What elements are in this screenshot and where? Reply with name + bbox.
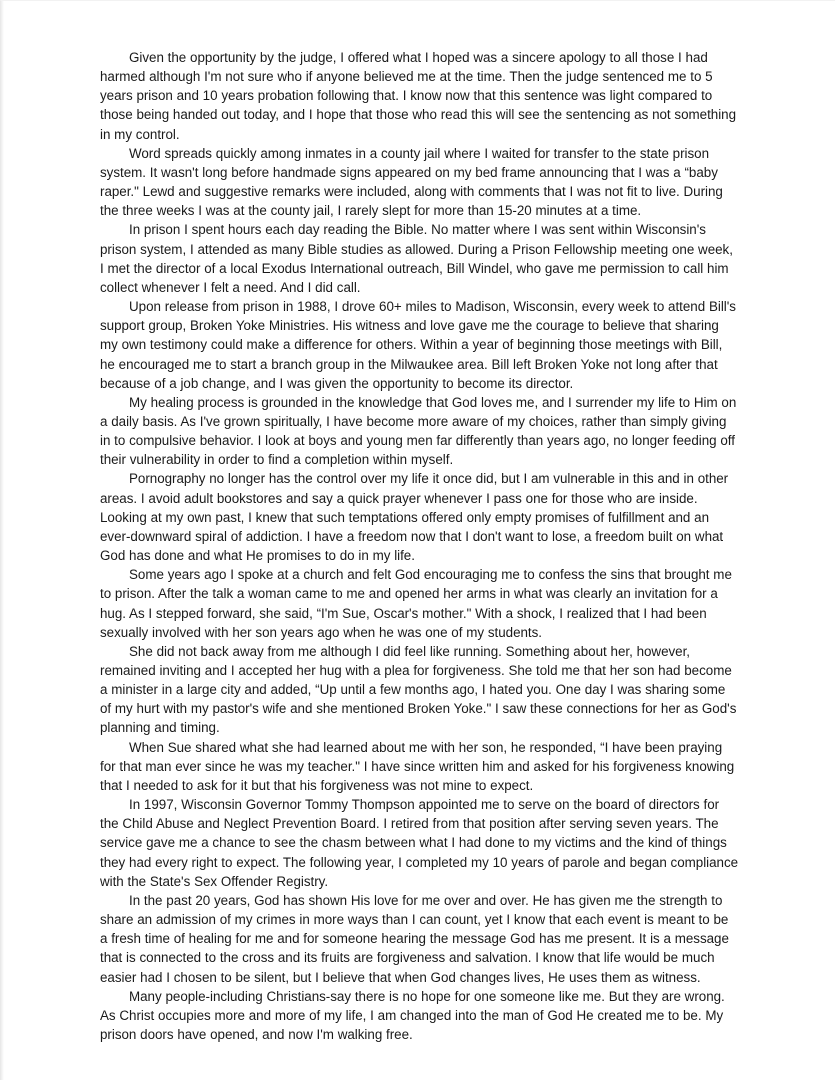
paragraph: My healing process is grounded in the knowledge that God loves me, and I surrender my life to Him on a daily basis. As I've grown spiritually, I have become more aware of my choices, rather than simply giving in to compulsive behavior. I look at boys and young men far differently than years ago, no longer feeding off their vulnerability in order to find a completion within myself. xyxy=(100,394,737,468)
paragraph: She did not back away from me although I did feel like running. Something about her, however, remained inviting and I accepted her hug with a plea for forgiveness. She told me that her son had become a minister in a large city and added, “Up until a few months ago, I hated you. One day I was sharing some of my hurt with my pastor's wife and she mentioned Broken Yoke." I saw these connections for her as God's planning and timing. xyxy=(100,643,737,736)
paragraph: In the past 20 years, God has shown His love for me over and over. He has given me the strength to share an admission of my crimes in more ways than I can count, yet I know that each event is meant to be a fresh time of healing for me and for someone hearing the message God has me present. It is a message that is connected to the cross and its fruits are forgiveness and salvation. I know that life would be much easier had I chosen to be silent, but I believe that when God changes lives, He uses them as witness. xyxy=(100,892,729,985)
paragraph: Given the opportunity by the judge, I offered what I hoped was a sincere apology to all those I had harmed although I'm not sure who if anyone believed me at the time. Then the judge sentenced me to 5 years prison and 10 years probation following that. I know now that this sentence was light compared to those being handed out today, and I hope that those who read this will see the sentencing as not something in my control. xyxy=(100,50,737,142)
paragraph: Word spreads quickly among inmates in a county jail where I waited for transfer to the state prison system. It wasn't long before handmade signs appeared on my bed frame announcing that I was a “baby raper." Lewd and suggestive remarks were included, along with comments that I was not fit to live. During the three weeks I was at the county jail, I rarely slept for more than 15-20 minutes at a time. xyxy=(100,145,723,219)
paragraph: Upon release from prison in 1988, I drove 60+ miles to Madison, Wisconsin, every week to attend Bill's support group, Broken Yoke Ministries. His witness and love gave me the courage to believe that sharing my own testimony could make a difference for others. Within a year of beginning those meetings with Bill, he encouraged me to start a branch group in the Milwaukee area. Bill left Broken Yoke not long after that because of a job change, and I was given the opportunity to become its director. xyxy=(100,299,736,391)
paragraph: In prison I spent hours each day reading the Bible. No matter where I was sent within Wisconsin's prison system, I attended as many Bible studies as allowed. During a Prison Fellowship meeting one week, I met the director of a local Exodus International outreach, Bill Windel, who gave me permission to call him collect whenever I felt a need. And I did call. xyxy=(100,222,733,295)
paragraph: In 1997, Wisconsin Governor Tommy Thompson appointed me to serve on the board of directors for the Child Abuse and Neglect Prevention Board. I retired from that position after serving seven years. The service gave me a chance to see the chasm between what I had done to my victims and the kind of things they had every right to expect. The following year, I completed my 10 years of parole and began compliance with the State's Sex Offender Registry. xyxy=(100,797,739,889)
scan-edge-artifact xyxy=(1,1,4,1080)
paragraph: Pornography no longer has the control over my life it once did, but I am vulnerable in this and in other areas. I avoid adult bookstores and say a quick prayer whenever I pass one for those who are inside. Looking at my own past, I knew that such temptations offered only empty promises of fulfillment and an ever-downward spiral of addiction. I have a freedom now that I don't want to lose, a freedom built on what God has done and what He promises to do in my life. xyxy=(100,471,729,564)
paragraph: When Sue shared what she had learned about me with her son, he responded, “I have been praying for that man ever since he was my teacher." I have since written him and asked for his forgiveness knowing that I needed to ask for it but that his forgiveness was not mine to expect. xyxy=(100,739,735,793)
paragraph: Some years ago I spoke at a church and felt God encouraging me to confess the sins that brought me to prison. After the talk a woman came to me and opened her arms in what was clearly an invitation for a hug. As I stepped forward, she said, “I'm Sue, Oscar's mother." With a shock, I realized that I had been sexually involved with her son years ago when he was one of my students. xyxy=(100,567,732,640)
document-text-body xyxy=(100,48,739,1044)
paragraph: Many people-including Christians-say there is no hope for one someone like me. But they are wrong. As Christ occupies more and more of my life, I am changed into the man of God He created me to be. My prison doors have opened, and now I'm walking free. xyxy=(100,988,725,1042)
